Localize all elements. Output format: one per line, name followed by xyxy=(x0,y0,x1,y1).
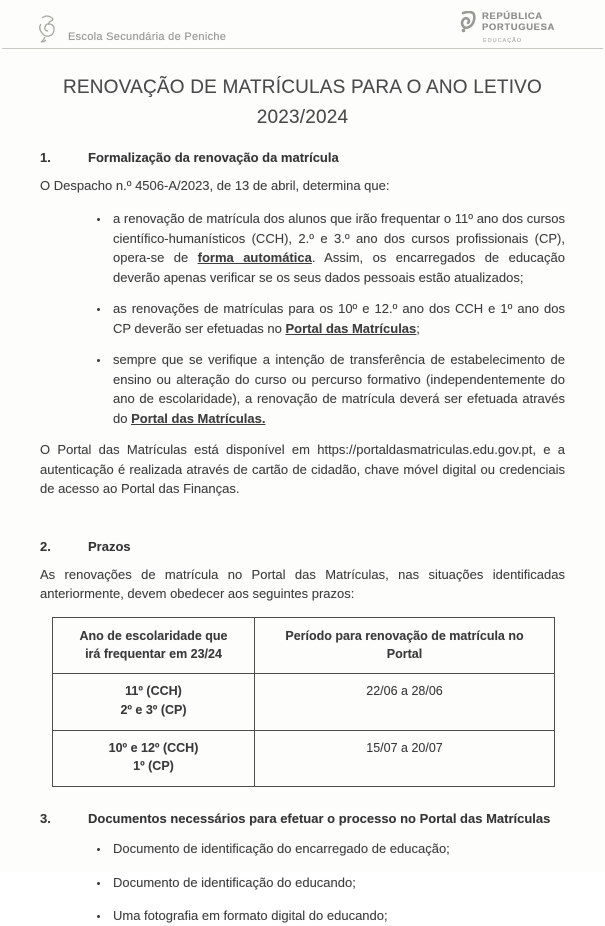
bullet-item: • Documento de identificação do encarregado de educação; xyxy=(110,839,565,859)
school-name: Escola Secundária de Peniche xyxy=(68,31,227,43)
gov-logo-subtitle: EDUCAÇÃO xyxy=(482,38,523,44)
bullet-text: ; xyxy=(416,320,420,336)
table-cell-period: 15/07 a 20/07 xyxy=(255,730,555,787)
gov-logo-line2: PORTUGUESA xyxy=(481,21,555,33)
gov-logo-text xyxy=(482,12,555,34)
section-1-title: Formalização da renovação da matrícula xyxy=(88,149,339,165)
table-cell-period: 22/06 a 28/06 xyxy=(255,674,555,731)
deadlines-table xyxy=(52,617,555,787)
bullet-text: . Assim, os encarregados de educação deverão apenas verificar se os seus dados pessoais estão atualizados; xyxy=(113,250,565,285)
years-line2: 1º (CP) xyxy=(133,759,174,774)
bullet-item: • Uma fotografia em formato digital do educando; xyxy=(110,906,565,926)
document-title-line2: 2023/2024 xyxy=(256,107,349,129)
section-1-number: 1. xyxy=(40,149,51,165)
bullet-emphasis: Portal das Matrículas. xyxy=(131,410,266,426)
gov-logo-line1: REPÚBLICA xyxy=(481,10,543,22)
government-identity xyxy=(459,11,555,44)
table-cell-years xyxy=(53,674,255,731)
document-title-line1: RENOVAÇÃO DE MATRÍCULAS PARA O ANO LETIVO xyxy=(62,77,543,98)
table-row xyxy=(53,730,555,787)
bullet-text: as renovações de matrículas para os 10º e 12.º ano dos CCH e 1º ano dos CP deverão ser efetuadas no xyxy=(113,301,565,336)
section-1-intro: O Despacho n.º 4506-A/2023, de 13 de abril, determina que: xyxy=(40,177,390,193)
table-header-row xyxy=(53,617,555,673)
table-row xyxy=(53,674,555,731)
section-1-bullet-list xyxy=(40,209,565,428)
bullet-item xyxy=(110,350,565,428)
bullet-text: sempre que se verifique a intenção de transferência de estabelecimento de ensino ou alteração do curso ou percurso formativo (independentemente do ano de escolaridade), a renovação de matrícula deverá ser efetuada através do xyxy=(113,352,565,426)
bullet-emphasis: forma automática xyxy=(197,250,312,266)
section-1-heading xyxy=(40,150,565,165)
section-2-title: Prazos xyxy=(88,538,131,554)
section-2-intro: As renovações de matrícula no Portal das Matrículas, nas situações identificadas anteriormente, devem obedecer aos seguintes prazos: xyxy=(40,566,565,602)
republica-portuguesa-emblem-icon xyxy=(459,11,476,34)
school-crest-icon xyxy=(36,14,58,46)
section-3-number: 3. xyxy=(40,811,51,827)
school-identity xyxy=(36,14,226,44)
section-3-bullet-list xyxy=(40,839,565,926)
years-line1: 10º e 12º (CCH) xyxy=(108,740,199,755)
table-header-year: Ano de escolaridade que irá frequentar em 23/24 xyxy=(53,617,255,673)
bullet-item: • Documento de identificação do educando; xyxy=(110,873,565,893)
document-title xyxy=(0,73,605,134)
bullet-item xyxy=(110,299,565,338)
section-1-closing: O Portal das Matrículas está disponível em https://portaldasmatriculas.edu.gov.pt, e a autenticação é realizada através de cartão de cidadão, chave móvel digital ou credenciais de acesso ao Portal das Finanças. xyxy=(40,442,565,497)
bullet-item xyxy=(110,209,565,287)
section-3-title: Documentos necessários para efetuar o processo no Portal das Matrículas xyxy=(88,811,551,827)
bullet-emphasis: Portal das Matrículas xyxy=(285,320,417,336)
section-2-heading xyxy=(40,539,565,554)
table-cell-years xyxy=(53,730,255,787)
years-line2: 2º e 3º (CP) xyxy=(120,702,187,717)
section-3-heading xyxy=(40,811,565,826)
years-line1: 11º (CCH) xyxy=(125,684,182,699)
bullet-text: a renovação de matrícula dos alunos que irão frequentar o 11º ano dos cursos científico-humanísticos (CCH), 2.º e 3.º ano dos cursos profissionais (CP), opera-se de xyxy=(113,211,565,266)
page-header xyxy=(2,0,603,49)
section-2-number: 2. xyxy=(40,538,51,554)
table-header-period: Período para renovação de matrícula no Portal xyxy=(255,617,555,673)
document-body xyxy=(0,150,605,926)
